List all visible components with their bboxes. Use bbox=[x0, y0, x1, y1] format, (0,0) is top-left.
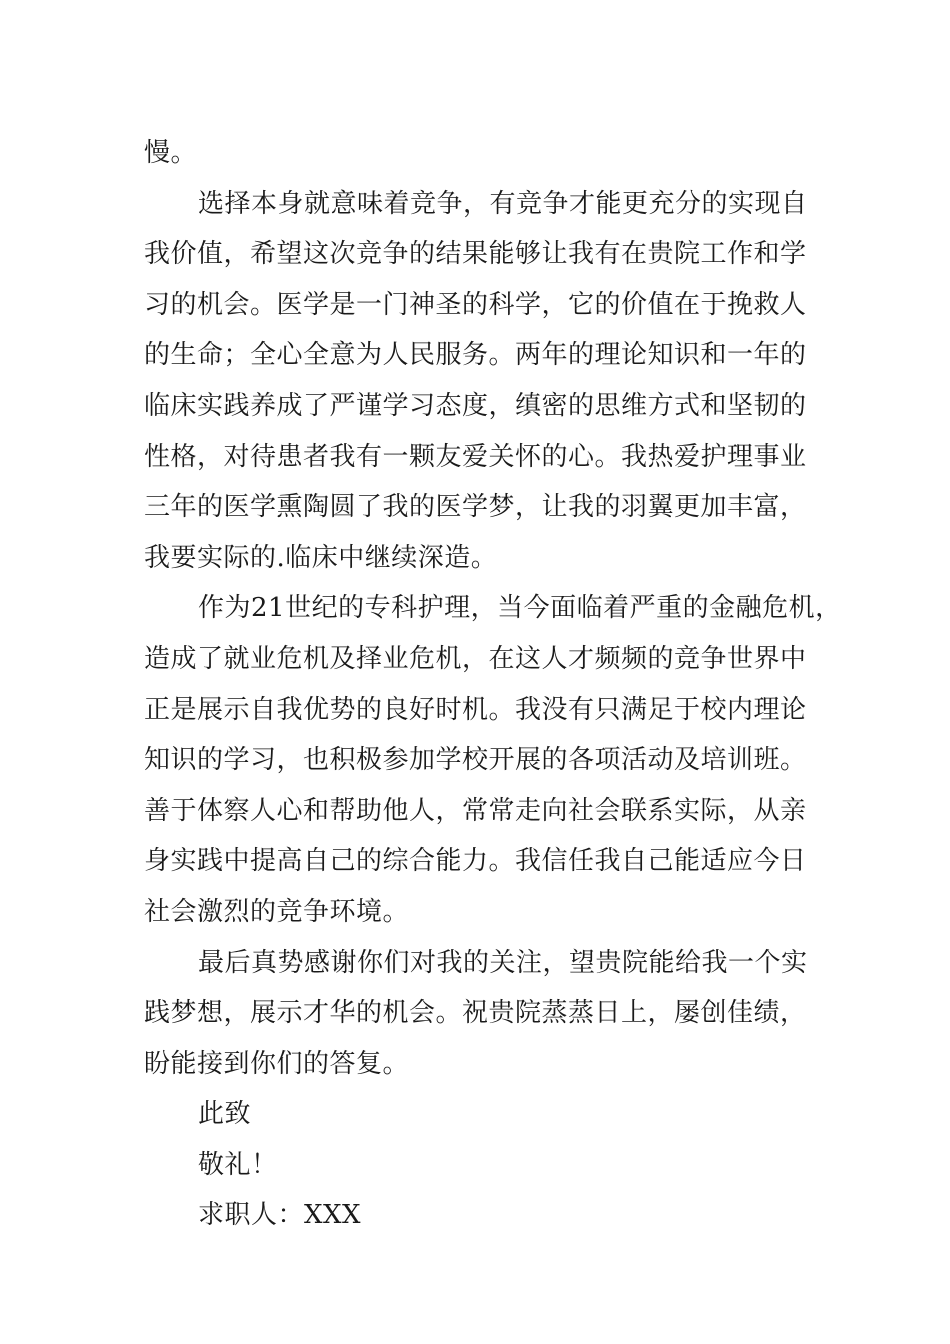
text-line: 正是展示自我优势的良好时机。我没有只满足于校内理论 bbox=[144, 694, 807, 725]
text-line: 三年的医学熏陶圆了我的医学梦，让我的羽翼更加丰富， bbox=[144, 492, 807, 523]
text-line: 践梦想，展示才华的机会。祝贵院蒸蒸日上，屡创佳绩， bbox=[144, 998, 807, 1029]
text-line: 选择本身就意味着竞争，有竞争才能更充分的实现自 bbox=[198, 188, 808, 219]
text-line: 临床实践养成了严谨学习态度，缜密的思维方式和坚韧的 bbox=[144, 390, 807, 421]
letter-page bbox=[144, 128, 842, 1241]
signature-line: 求职人：XXX bbox=[198, 1200, 362, 1231]
text-line: 我要实际的.临床中继续深造。 bbox=[144, 542, 498, 573]
text-line: 作为21世纪的专科护理，当今面临着严重的金融危机， bbox=[198, 593, 842, 624]
text-line: 善于体察人心和帮助他人，常常走向社会联系实际，从亲 bbox=[144, 795, 807, 826]
text-line: 性格，对待患者我有一颗友爱关怀的心。我热爱护理事业 bbox=[144, 441, 807, 472]
closing-regards: 敬礼！ bbox=[198, 1149, 278, 1180]
text-line: 我价值，希望这次竞争的结果能够让我有在贵院工作和学 bbox=[144, 239, 807, 270]
text-line: 造成了就业危机及择业危机，在这人才频频的竞争世界中 bbox=[144, 643, 807, 674]
text-line: 习的机会。医学是一门神圣的科学，它的价值在于挽救人 bbox=[144, 289, 807, 320]
text-line: 盼能接到你们的答复。 bbox=[144, 1048, 410, 1079]
text-line: 身实践中提高自己的综合能力。我信任我自己能适应今日 bbox=[144, 846, 807, 877]
text-line: 最后真势感谢你们对我的关注，望贵院能给我一个实 bbox=[198, 947, 808, 978]
text-line: 社会激烈的竞争环境。 bbox=[144, 896, 410, 927]
text-line: 慢。 bbox=[144, 138, 198, 168]
text-line: 知识的学习，也积极参加学校开展的各项活动及培训班。 bbox=[144, 745, 807, 776]
closing-salutation: 此致 bbox=[198, 1099, 252, 1130]
text-line: 的生命；全心全意为人民服务。两年的理论知识和一年的 bbox=[144, 340, 807, 371]
